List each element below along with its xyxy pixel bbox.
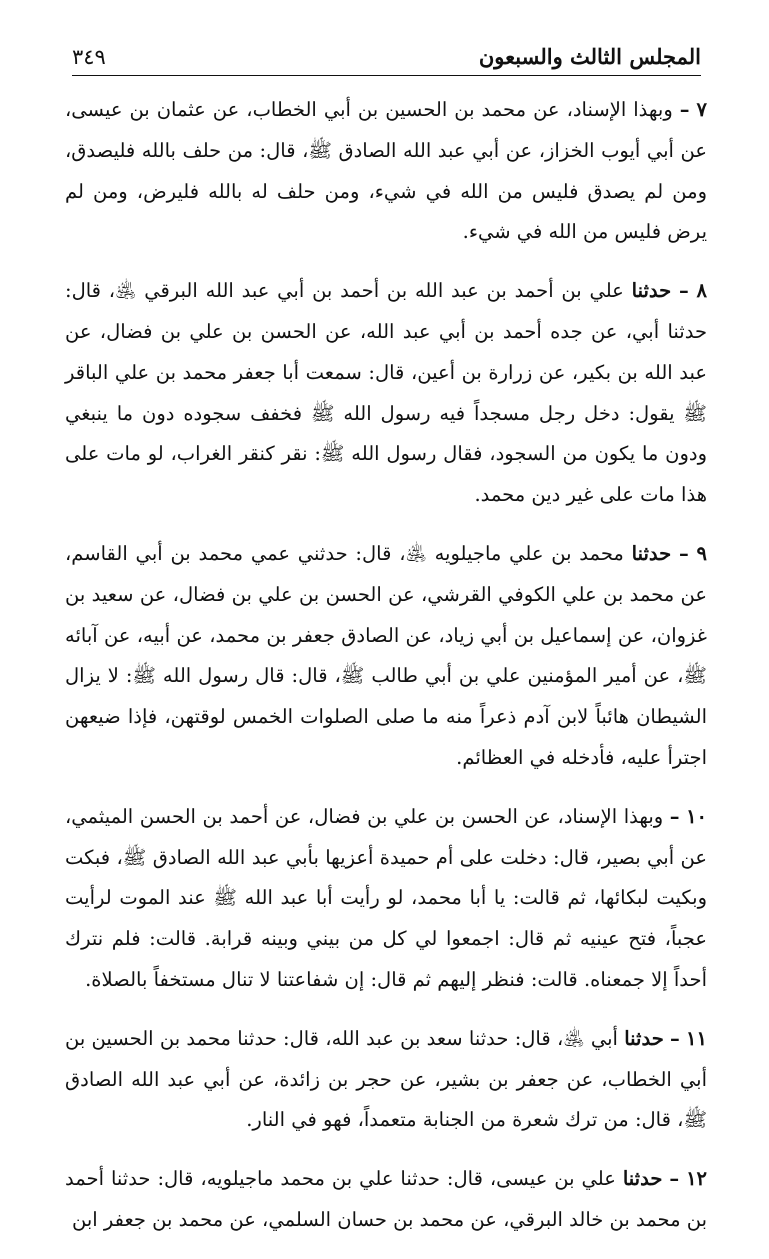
page-number: ٣٤٩	[72, 45, 106, 69]
hadith-lead: حدثنا	[631, 541, 672, 565]
hadith-11: ١١ – حدثنا أبي ﵁، قال: حدثنا سعد بن عبد الله، قال: حدثنا محمد بن الحسين بن أبي الخطاب، عن جعفر بن بشير، عن حجر بن زائدة، عن أبي عبد الله الصادق ﷺ، قال: من ترك شعرة من الجنابة متعمداً، فهو في النار.	[65, 1026, 707, 1132]
page-header	[72, 36, 701, 76]
hadith-number: ١٢	[686, 1167, 708, 1191]
hadith-8: ٨ – حدثنا علي بن أحمد بن عبد الله بن أحمد بن أبي عبد الله البرقي ﵁، قال: حدثنا أبي، عن جده أحمد بن أبي عبد الله، عن الحسن بن علي بن فضال، عن عبد الله بن بكير، عن زرارة بن أعين، قال: سمعت أبا جعفر محمد بن علي الباقر ﷺ يقول: دخل رجل مسجداً فيه رسول الله ﷺ فخفف سجوده دون ما ينبغي ودون ما يكون من السجود، فقال رسول الله ﷺ: نقر كنقر الغراب، لو مات على هذا مات على غير دين محمد.	[65, 279, 707, 507]
hadith-text: أبي ﵁، قال: حدثنا سعد بن عبد الله، قال: حدثنا محمد بن الحسين بن أبي الخطاب، عن جعفر بن بشير، عن حجر بن زائدة، عن أبي عبد الله الصادق ﷺ، قال: من ترك شعرة من الجنابة متعمداً، فهو في النار.	[65, 1026, 707, 1132]
hadith-lead: حدثنا	[631, 279, 672, 303]
hadith-7: ٧ – وبهذا الإسناد، عن محمد بن الحسين بن أبي الخطاب، عن عثمان بن عيسى، عن أبي أيوب الخزاز، عن أبي عبد الله الصادق ﷺ، قال: من حلف بالله فليصدق، ومن لم يصدق فليس من الله في شيء، ومن حلف له بالله فليرض، ومن لم يرض فليس من الله في شيء.	[65, 98, 708, 244]
hadith-10: ١٠ – وبهذا الإسناد، عن الحسن بن علي بن فضال، عن أحمد بن الحسن الميثمي، عن أبي بصير، قال: دخلت على أم حميدة أعزيها بأبي عبد الله الصادق ﷺ، فبكت وبكيت لبكائها، ثم قالت: يا أبا محمد، لو رأيت أبا عبد الله ﷺ عند الموت لرأيت عجباً، فتح عينيه ثم قال: اجمعوا لي كل من بيني وبينه قرابة. قالت: فلم نترك أحداً إلا جمعناه. قالت: فنظر إليهم ثم قال: إن شفاعتنا لا تنال مستخفاً بالصلاة.	[65, 804, 708, 991]
hadith-number: ٨	[696, 279, 707, 303]
hadith-12: ١٢ – حدثنا علي بن عيسى، قال: حدثنا علي بن محمد ماجيلويه، قال: حدثنا أحمد بن محمد بن خالد البرقي، عن محمد بن حسان السلمي، عن محمد بن جعفر ابن	[65, 1167, 708, 1231]
hadith-text: وبهذا الإسناد، عن الحسن بن علي بن فضال، عن أحمد بن الحسن الميثمي، عن أبي بصير، قال: دخلت على أم حميدة أعزيها بأبي عبد الله الصادق ﷺ، فبكت وبكيت لبكائها، ثم قالت: يا أبا محمد، لو رأيت أبا عبد الله ﷺ عند الموت لرأيت عجباً، فتح عينيه ثم قال: اجمعوا لي كل من بيني وبينه قرابة. قالت: فلم نترك أحداً إلا جمعناه. قالت: فنظر إليهم ثم قال: إن شفاعتنا لا تنال مستخفاً بالصلاة.	[65, 804, 708, 991]
hadith-lead: حدثنا	[624, 1026, 664, 1050]
hadith-text: علي بن عيسى، قال: حدثنا علي بن محمد ماجيلويه، قال: حدثنا أحمد بن محمد بن خالد البرقي، عن محمد بن حسان السلمي، عن محمد بن جعفر ابن	[65, 1167, 707, 1231]
hadith-9: ٩ – حدثنا محمد بن علي ماجيلويه ﵁، قال: حدثني عمي محمد بن أبي القاسم، عن محمد بن علي الكوفي القرشي، عن الحسن بن علي بن فضال، عن سعيد بن غزوان، عن إسماعيل بن أبي زياد، عن الصادق جعفر بن محمد، عن أبيه، عن آبائه ﷺ، عن أمير المؤمنين علي بن أبي طالب ﷺ، قال: قال رسول الله ﷺ: لا يزال الشيطان هائباً لابن آدم ذعراً منه ما صلى الصلوات الخمس لوقتهن، فإذا ضيعهن اجترأ عليه، فأدخله في العظائم.	[65, 541, 708, 769]
hadith-number: ١٠	[686, 804, 708, 828]
hadith-text: محمد بن علي ماجيلويه ﵁، قال: حدثني عمي محمد بن أبي القاسم، عن محمد بن علي الكوفي القرشي، عن الحسن بن علي بن فضال، عن سعيد بن غزوان، عن إسماعيل بن أبي زياد، عن الصادق جعفر بن محمد، عن أبيه، عن آبائه ﷺ، عن أمير المؤمنين علي بن أبي طالب ﷺ، قال: قال رسول الله ﷺ: لا يزال الشيطان هائباً لابن آدم ذعراً منه ما صلى الصلوات الخمس لوقتهن، فإذا ضيعهن اجترأ عليه، فأدخله في العظائم.	[65, 541, 707, 769]
hadith-number: ١١	[686, 1026, 707, 1050]
hadith-text: وبهذا الإسناد، عن محمد بن الحسين بن أبي الخطاب، عن عثمان بن عيسى، عن أبي أيوب الخزاز، عن أبي عبد الله الصادق ﷺ، قال: من حلف بالله فليصدق، ومن لم يصدق فليس من الله في شيء، ومن حلف له بالله فليرض، ومن لم يرض فليس من الله في شيء.	[65, 98, 707, 244]
hadith-number: ٧	[696, 98, 708, 121]
hadith-number: ٩	[696, 541, 708, 565]
hadith-text: علي بن أحمد بن عبد الله بن أحمد بن أبي عبد الله البرقي ﵁، قال: حدثنا أبي، عن جده أحمد بن أبي عبد الله، عن الحسن بن علي بن فضال، عن عبد الله بن بكير، عن زرارة بن أعين، قال: سمعت أبا جعفر محمد بن علي الباقر ﷺ يقول: دخل رجل مسجداً فيه رسول الله ﷺ فخفف سجوده دون ما ينبغي ودون ما يكون من السجود، فقال رسول الله ﷺ: نقر كنقر الغراب، لو مات على هذا مات على غير دين محمد.	[65, 279, 707, 507]
hadith-lead: حدثنا	[622, 1167, 663, 1191]
running-title: المجلس الثالث والسبعون	[478, 44, 701, 69]
page-body	[65, 90, 707, 1259]
